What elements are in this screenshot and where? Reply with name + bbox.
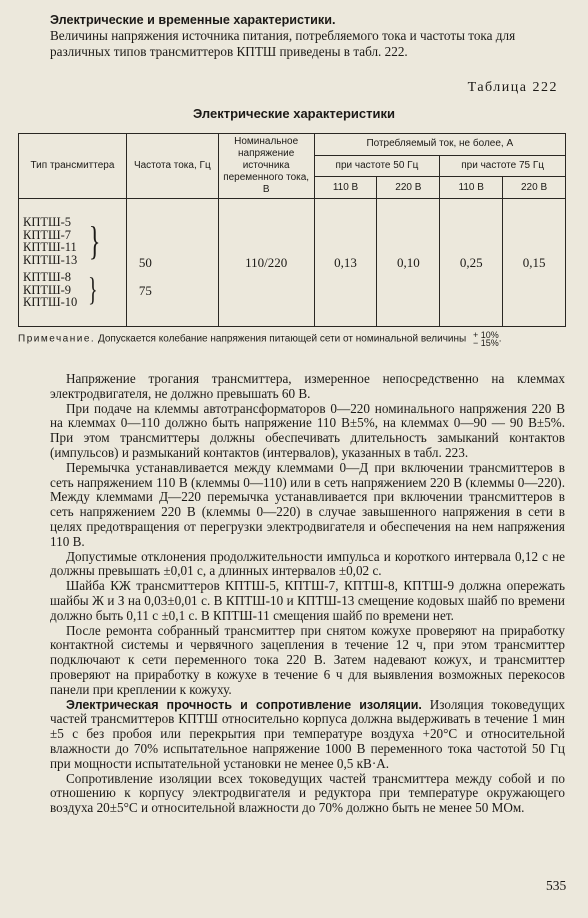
paragraph-8: Сопротивление изоляции всех токоведущих частей трансмиттера между собой и по отношению к корпусу электродвигателя и редуктора при температуре окружающего воздуха 20±5°С и относительной влажности до 70% должно быть не менее 50 МОм. — [50, 770, 565, 816]
paragraph-7 — [50, 698, 565, 772]
paragraph-2: При подаче на клеммы автотрансформаторов 0—220 номинального напряжения 220 В на клеммах 0—110 должно быть напряжение 110 В±5%, на клеммах 0—90 — 90 В±5%. При этом трансмиттеры должны обеспечивать длительность замыканий контактов (импульсов) и размыканий контактов (интервалов), указанных в табл. 223. — [50, 400, 565, 460]
section-heading: Электрические и временные характеристики. — [50, 13, 336, 27]
type-cell — [19, 199, 127, 327]
intro-block — [50, 12, 555, 60]
frequency-cell — [126, 199, 218, 327]
paragraph-5: Шайба КЖ трансмиттеров КПТШ-5, КПТШ-7, КПТШ-8, КПТШ-9 должна опережать шайбы Ж и З на 0,03±0,01 с. В КПТШ-10 и КПТШ-13 смещение кодовых шайб по времени должно быть 0,11 с ±0,1 с. В КПТШ-11 смещения шайб по времени нет. — [50, 578, 565, 623]
type-name: КПТШ-13 — [23, 253, 78, 268]
header-220v-50hz: 220 В — [377, 177, 440, 199]
current-220v-50hz: 0,10 — [377, 199, 440, 327]
note-label: Примечание. — [18, 333, 96, 345]
paragraph-1: Напряжение трогания трансмиттера, измеренное непосредственно на клеммах электродвигателя, не должно превышать 60 В. — [50, 371, 565, 401]
note-tail: . — [498, 333, 502, 345]
type-name: КПТШ-11 — [23, 240, 77, 255]
header-current: Потребляемый ток, не более, А — [314, 134, 565, 156]
header-at-50hz: при частоте 50 Гц — [314, 155, 440, 177]
frequency-75: 75 — [138, 282, 152, 298]
subheading-insulation: Электрическая прочность и сопротивление изоляции. — [66, 697, 422, 712]
page-number: 535 — [546, 878, 567, 893]
paragraph-4: Допустимые отклонения продолжительности импульса и короткого интервала 0,12 с не должны превышать ±0,01 с, а длинных интервалов ±0,02 с. — [50, 548, 565, 579]
current-220v-75hz: 0,15 — [503, 199, 566, 327]
table-note — [18, 331, 566, 347]
header-frequency: Частота тока, Гц — [126, 134, 218, 199]
tolerance-minus: − 15% — [473, 338, 499, 348]
type-group-2 — [23, 271, 125, 309]
electrical-characteristics-table — [18, 133, 566, 327]
type-name: КПТШ-7 — [23, 227, 72, 242]
body-text — [50, 372, 565, 816]
brace-glyph: } — [89, 218, 101, 264]
type-name: КПТШ-8 — [23, 269, 72, 284]
current-110v-75hz: 0,25 — [440, 199, 503, 327]
voltage-cell: 110/220 — [218, 199, 314, 327]
header-110v-50hz: 110 В — [314, 177, 377, 199]
table-title: Электрические характеристики — [193, 106, 395, 121]
header-type: Тип трансмиттера — [19, 134, 127, 199]
paragraph-3: Перемычка устанавливается между клеммами 0—Д при включении трансмиттеров в сеть напряжением 110 В (клеммы 0—110) или в сеть напряжением 220 В (клеммы 0—220). Между клеммами Д—220 перемычка устанавливается при включении трансмиттеров в сеть напряжением 220 В (клеммы 0—220) в случае завышенного напряжения в сети в целях предотвращения от перегрузки электродвигателя и обеспечения на нем напряжения 110 В. — [50, 459, 565, 549]
type-group-1 — [23, 216, 125, 267]
header-220v-75hz: 220 В — [503, 177, 566, 199]
type-name: КПТШ-9 — [23, 282, 72, 297]
table-number: Таблица 222 — [467, 80, 558, 95]
paragraph-6: После ремонта собранный трансмиттер при снятом кожухе проверяют на приработку контактной системы и червячного зацепления в течение 12 ч, при этом трансмиттер подключают к сети переменного тока 220 В. Затем надевают кожух, и трансмиттер проверяют на приработку в кожухе в течение 6 ч для выявления возможных перекосов панели при креплении к кожуху. — [50, 622, 565, 697]
type-name: КПТШ-5 — [23, 214, 72, 229]
intro-paragraph: Величины напряжения источника питания, потребляемого тока и частоты тока для различных типов трансмиттеров КПТШ приведены в табл. 222. — [50, 28, 516, 59]
note-text: Допускается колебание напряжения питающей сети от номинальной величины — [97, 333, 467, 345]
paragraph-7-text: Изоляция токоведущих частей трансмиттеров КПТШ относительно корпуса должна выдерживать в течение 1 мин ±5 с без пробоя или перекрытия при температуре воздуха +20°С и относительной влажности до 70% испытательное напряжение 1000 В переменного тока частотой 50 Гц при мощности испытательной установки не менее 0,5 кВ·А. — [50, 696, 565, 771]
current-110v-50hz: 0,13 — [314, 199, 377, 327]
tolerance-plus: + 10% — [473, 330, 499, 340]
note-tolerance — [473, 331, 499, 347]
header-voltage: Номинальное напряжение источника переменного тока, В — [218, 134, 314, 199]
brace-glyph: } — [88, 272, 98, 309]
header-110v-75hz: 110 В — [440, 177, 503, 199]
type-name: КПТШ-10 — [23, 295, 78, 310]
header-at-75hz: при частоте 75 Гц — [440, 155, 566, 177]
frequency-50: 50 — [138, 254, 152, 270]
